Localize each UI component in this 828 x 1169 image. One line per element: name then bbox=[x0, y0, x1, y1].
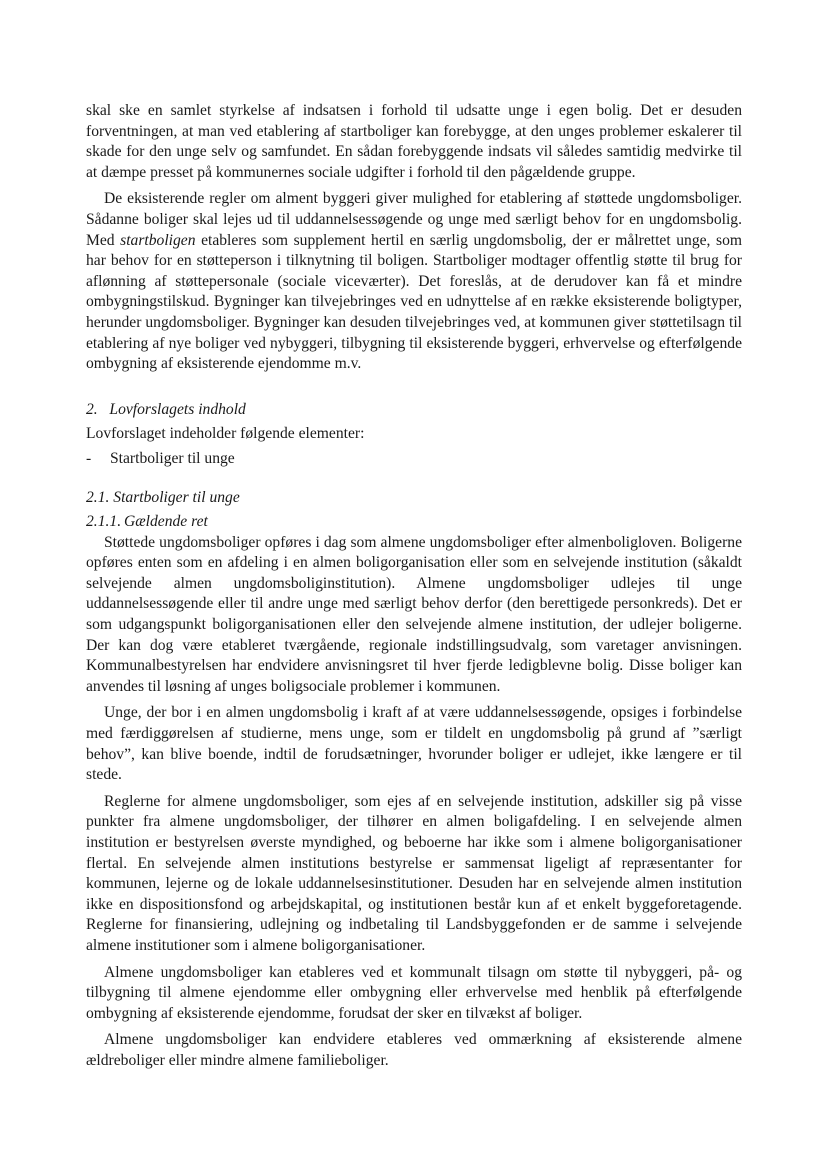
subsection-heading-2-1-1 bbox=[86, 512, 742, 533]
subsection-number: 2.1.1. bbox=[86, 513, 122, 531]
paragraph-text: De eksisterende regler om alment byggeri giver mulighed for etablering af støttede ungdomsboliger. Sådanne boliger skal lejes ud til uddannelsessøgende og unge med særligt behov for en ungdomsbolig. Med bbox=[86, 190, 742, 249]
emphasis-startboligen: startboligen bbox=[120, 231, 196, 249]
paragraph-gaeldende-ret-2: Unge, der bor i en almen ungdomsbolig i kraft af at være uddannelsessøgende, opsiges i forbindelse med færdiggørelsen af studierne, mens unge, som er tildelt en ungdomsbolig på grund af ”særligt behov”, kan blive boende, indtil de forudsætninger, hvorunder boliger er udlejet, ikke længere er til stede. bbox=[86, 704, 742, 784]
section-heading-2-1: 2.1. Startboliger til unge bbox=[86, 488, 240, 506]
paragraph-gaeldende-ret-1: Støttede ungdomsboliger opføres i dag som almene ungdomsboliger efter almenboligloven. Boligerne opføres enten som en afdeling i en almen boligorganisation eller som en selvejende institution (såkaldt selvejende almen ungdomsboliginstitution). Almene ungdomsboliger udlejes til unge uddannelsessøgende eller til andre unge med særligt behov derfor (den berettigede personkreds). Det er som udgangspunkt boligorganisationen eller den selvejende almene institution, der udlejer boligerne. Der kan dog være etableret tværgående, regionale indstillingsudvalg, som varetager anvisningen. Kommunalbestyrelsen har endvidere anvisningsret til hver fjerde ledigblevne bolig. Disse boliger kan anvendes til løsning af unges boligsociale problemer i kommunen. bbox=[86, 533, 742, 695]
list-item-text: Startboliger til unge bbox=[110, 449, 235, 467]
document-body bbox=[86, 101, 742, 1078]
paragraph-gaeldende-ret-3: Reglerne for almene ungdomsboliger, som ejes af en selvejende institution, adskiller sig på visse punkter fra almene ungdomsboliger, der tilhører en almen boligafdeling. I en selvejende almen institution er bestyrelsen øverste myndighed, og beboerne har ikke som i almene boligorganisationer flertal. En selvejende almen institutions bestyrelse er sammensat ligeligt af repræsentanter for kommunen, lejerne og de lokale uddannelsesinstitutioner. Desuden har en selvejende almen institution ikke en dispositionsfond og arbejdskapital, og institutionen består kun af et enkelt byggeforetagende. Reglerne for finansiering, udlejning og indbetaling til Landsbyggefonden er de samme i selvejende almene institutioner som i almene boligorganisationer. bbox=[86, 792, 742, 954]
bullet-dash: - bbox=[86, 449, 92, 467]
paragraph-gaeldende-ret-5: Almene ungdomsboliger kan endvidere etableres ved ommærkning af eksisterende almene ældreboliger eller mindre almene familieboliger. bbox=[86, 1031, 742, 1069]
paragraph-startboliger-intro bbox=[86, 189, 742, 374]
subsection-title: Gældende ret bbox=[124, 513, 208, 531]
paragraph-continuation: skal ske en samlet styrkelse af indsatsen i forhold til udsatte unge i egen bolig. Det er desuden forventningen, at man ved etablering af startboliger kan forebygge, at den unges problemer eskalerer til skade for den unge selv og samfundet. En sådan forebyggende indsats vil således samtidig medvirke til at dæmpe presset på kommunernes sociale udgifter i forhold til den pågældende gruppe. bbox=[86, 102, 742, 181]
paragraph-gaeldende-ret-4: Almene ungdomsboliger kan etableres ved et kommunalt tilsagn om støtte til nybyggeri, på- og tilbygning til almene ejendomme eller ombygning eller erhvervelse med henblik på efterfølgende ombygning af eksisterende ejendomme, forudsat der sker en tilvækst af boliger. bbox=[86, 963, 742, 1022]
list-item bbox=[86, 449, 742, 470]
section-heading-2: 2. Lovforslagets indhold bbox=[86, 400, 246, 418]
section-intro: Lovforslaget indeholder følgende elementer: bbox=[86, 425, 365, 443]
paragraph-text: etableres som supplement hertil en særlig ungdomsbolig, der er målrettet unge, som har behov for en støtteperson i tilknytning til boligen. Startboliger modtager offentlig støtte til brug for aflønning af støttepersonale (sociale viceværter). Det foreslås, at de derudover kan få et mindre ombygningstilskud. Bygninger kan tilvejebringes ved en udnyttelse af en række eksisterende boligtyper, herunder ungdomsboliger. Bygninger kan desuden tilvejebringes ved, at kommunen giver støttetilsagn til etablering af nye boliger ved nybyggeri, tilbygning til eksisterende byggeri, erhvervelse og efterfølgende ombygning af eksisterende ejendomme m.v. bbox=[86, 231, 742, 373]
